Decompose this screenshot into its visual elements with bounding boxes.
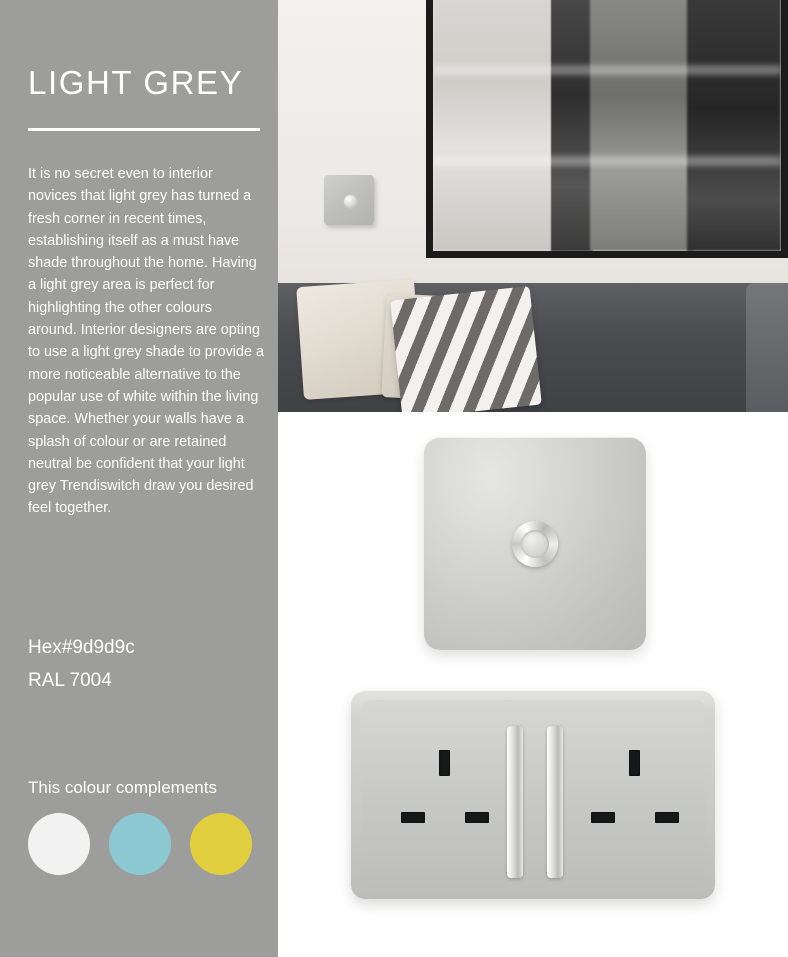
socket-rocker-right: [547, 726, 563, 878]
socket-rocker-left: [507, 726, 523, 878]
wall-mounted-switch: [324, 175, 374, 225]
product-dimmer-switch: [424, 437, 646, 650]
earth-pin-slot: [629, 750, 640, 776]
colour-codes: [28, 631, 135, 697]
title-divider: [28, 128, 260, 131]
switch-knob-icon: [343, 194, 358, 209]
sidebar: [0, 0, 278, 957]
earth-pin-slot: [439, 750, 450, 776]
hex-code: Hex#9d9d9c: [28, 637, 135, 658]
dimmer-knob-icon: [521, 530, 549, 558]
socket-faceplate: [361, 700, 705, 889]
complements-label: This colour complements: [28, 778, 217, 797]
artwork-brushstroke: [590, 0, 694, 251]
dimmer-bezel-icon: [512, 521, 558, 567]
neutral-pin-slot: [655, 812, 679, 823]
page-title: LIGHT GREY: [28, 64, 244, 101]
artwork-highlight: [433, 156, 781, 166]
socket-outlet-left: [397, 750, 495, 856]
artwork-brushstroke: [687, 0, 781, 251]
light-blue-swatch[interactable]: [109, 813, 171, 875]
artwork-highlight: [433, 65, 781, 75]
ral-code: RAL 7004: [28, 670, 112, 691]
socket-outlet-right: [587, 750, 685, 856]
description-text: It is no secret even to interior novices that light grey has turned a fresh corner in recent times, establishing itself as a must have shade throughout the home. Having a light grey area is perfect for highlighting the other colours around. Interior designers are opting to use a light grey shade to provide a more noticeable alternative to the popular use of white within the living space. Whether your walls have a splash of colour or are retained neutral be confident that your light grey Trendiswitch draw you desired feel together.: [28, 166, 264, 517]
interior-photo: [278, 0, 788, 412]
yellow-swatch[interactable]: [190, 813, 252, 875]
artwork-brushstroke: [551, 0, 593, 251]
live-pin-slot: [401, 812, 425, 823]
complement-swatches: [28, 813, 252, 875]
white-swatch[interactable]: [28, 813, 90, 875]
sofa-armrest: [746, 283, 788, 412]
artwork-canvas: [433, 0, 781, 251]
cushion-striped: [390, 286, 542, 412]
neutral-pin-slot: [465, 812, 489, 823]
product-double-socket: [351, 690, 715, 899]
artwork-brushstroke: [433, 0, 565, 251]
framed-artwork: [426, 0, 788, 258]
live-pin-slot: [591, 812, 615, 823]
